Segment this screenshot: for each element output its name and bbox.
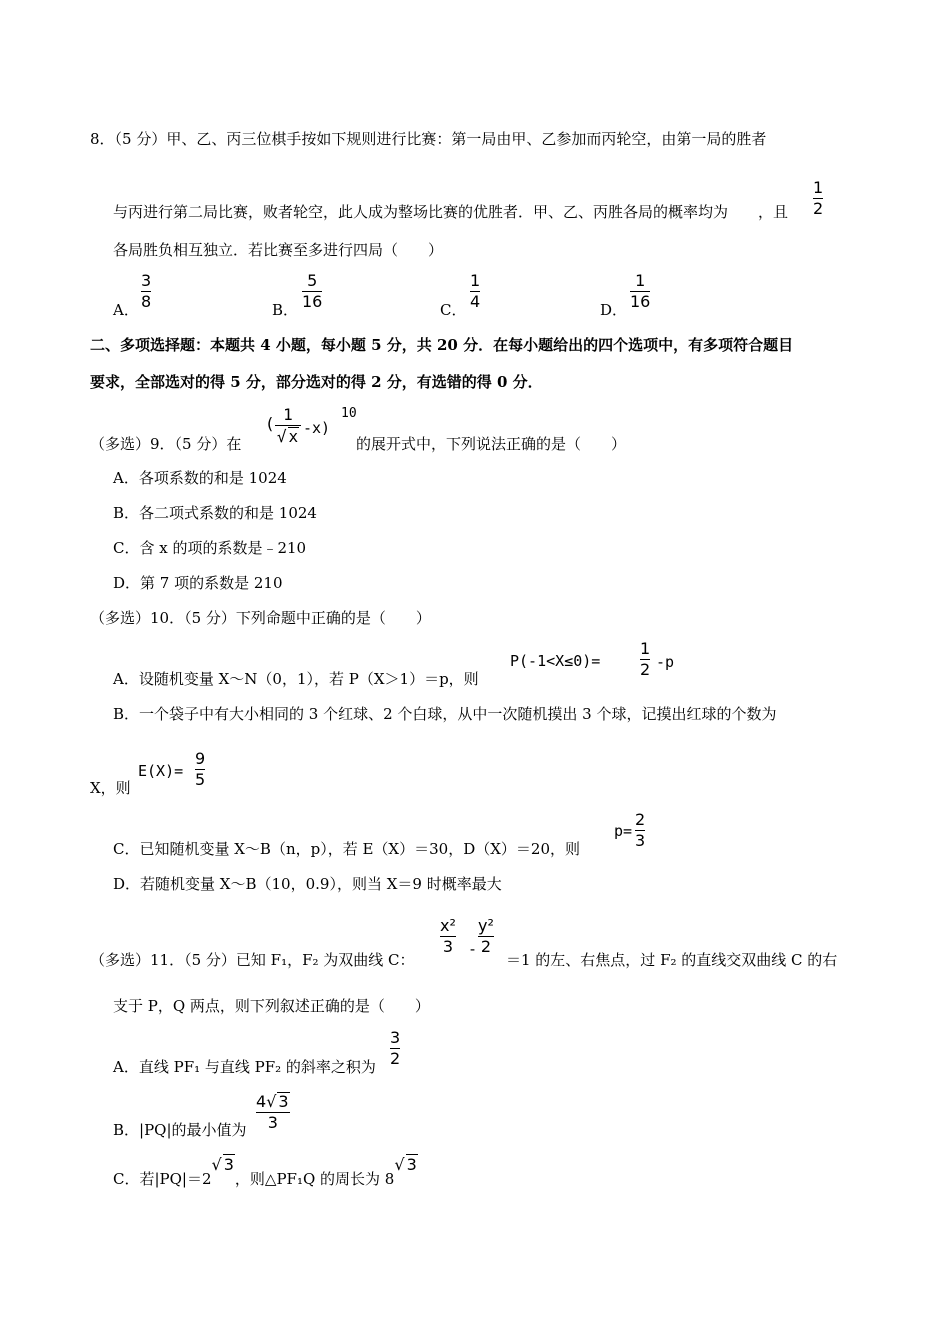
q8-option-d-fraction[interactable] — [630, 272, 650, 311]
fraction-denominator: 2 — [480, 937, 492, 956]
q10-option-a[interactable]: A．设随机变量 X～N（0，1），若 P（X＞1）＝p，则 — [113, 670, 479, 688]
fraction-numerator: y² — [478, 916, 494, 935]
q11-hyperbola-x-term — [440, 917, 456, 956]
fraction-numerator: 1 — [635, 271, 646, 290]
q8-probability-fraction — [813, 179, 823, 218]
fraction-denominator: 8 — [141, 292, 152, 311]
q11-option-a-fraction — [390, 1029, 400, 1068]
q11-hyperbola-y-term — [478, 917, 494, 956]
q9-option-c[interactable]: C．含 x 的项的系数是﹣210 — [113, 539, 307, 557]
fraction-numerator: 1 — [283, 405, 293, 424]
q10-option-a-expression-tail: -p — [656, 653, 675, 671]
q8-option-d-label[interactable]: D． — [600, 301, 628, 319]
q10-option-d[interactable]: D．若随机变量 X～B（10，0.9），则当 X＝9 时概率最大 — [113, 875, 502, 893]
q9-stem-suffix: 的展开式中，下列说法正确的是（ ） — [356, 435, 627, 453]
q11-option-b-fraction — [256, 1092, 290, 1132]
q10-option-b-fraction — [195, 750, 205, 789]
fraction-numerator: 1 — [470, 271, 481, 290]
sqrt-term: √ 3 — [211, 1155, 234, 1174]
q10-option-b-continuation: X，则 — [90, 779, 131, 797]
fraction-denominator: 3 — [635, 831, 646, 850]
fraction-denominator: 2 — [813, 199, 824, 218]
fraction-denominator: 4 — [470, 292, 481, 311]
fraction-numerator: 1 — [640, 639, 651, 658]
q9-expression-fraction — [275, 406, 301, 446]
expression-tail: -x) — [303, 419, 331, 437]
q9-stem-prefix: （多选）9．（5 分）在 — [90, 435, 242, 453]
fraction-denominator: 16 — [302, 292, 323, 311]
exponent: 10 — [341, 406, 357, 421]
q10-stem: （多选）10．（5 分）下列命题中正确的是（ ） — [90, 609, 431, 627]
q8-option-c-fraction[interactable] — [470, 272, 480, 311]
sqrt-denominator: √ x — [276, 427, 299, 446]
fraction-denominator: 3 — [267, 1113, 278, 1132]
fraction-numerator: 9 — [195, 749, 206, 768]
fraction-numerator: x² — [440, 916, 456, 935]
option-c-text-end: ，则△PF₁Q 的周长为 8 — [234, 1170, 395, 1188]
q8-option-a-label[interactable]: A． — [113, 301, 139, 319]
fraction-denominator: 2 — [390, 1049, 401, 1068]
q8-line2 — [113, 202, 788, 222]
q11-option-a[interactable]: A．直线 PF₁ 与直线 PF₂ 的斜率之积为 — [113, 1058, 376, 1076]
radicand: x — [288, 427, 299, 446]
fraction-denominator: 3 — [442, 937, 454, 956]
q11-option-b[interactable]: B．|PQ|的最小值为 — [113, 1121, 247, 1139]
q8-line2-text: 与丙进行第二局比赛，败者轮空，此人成为整场比赛的优胜者．甲、乙、丙胜各局的概率均为 — [113, 203, 729, 221]
coefficient: 4 — [256, 1092, 267, 1111]
fraction-denominator: 5 — [195, 770, 206, 789]
q8-option-a-fraction[interactable] — [141, 272, 151, 311]
fraction-denominator: 2 — [640, 660, 651, 679]
option-c-text-start: C．若|PQ|＝2 — [113, 1170, 212, 1188]
q8-option-c-label[interactable]: C． — [440, 301, 467, 319]
q10-option-c[interactable]: C．已知随机变量 X～B（n，p），若 E（X）＝30，D（X）＝20，则 — [113, 840, 580, 858]
q11-stem-suffix: ＝1 的左、右焦点，过 F₂ 的直线交双曲线 C 的右 — [506, 951, 838, 969]
fraction-numerator: 2 — [635, 810, 646, 829]
q10-option-c-fraction — [635, 811, 645, 850]
q10-option-b[interactable]: B．一个袋子中有大小相同的 3 个红球、2 个白球，从中一次随机摸出 3 个球，记摸出红球的个数为 — [113, 705, 777, 723]
section2-heading-line1: 二、多项选择题：本题共 4 小题，每小题 5 分，共 20 分．在每小题给出的四个选项中，有多项符合题目 — [90, 336, 794, 354]
radicand: 3 — [406, 1155, 417, 1174]
q10-option-b-expression: E(X)= — [138, 762, 184, 780]
q9-option-b[interactable]: B．各二项式系数的和是 1024 — [113, 504, 317, 522]
q8-line2-tail: ，且 — [758, 203, 789, 221]
fraction-denominator: 16 — [630, 292, 651, 311]
q10-option-a-fraction — [640, 640, 650, 679]
q11-option-c[interactable] — [113, 1155, 418, 1189]
radicand: 3 — [223, 1155, 234, 1174]
fraction-numerator: 3 — [390, 1028, 401, 1047]
fraction-numerator: 3 — [141, 271, 152, 290]
fraction-numerator: 4√ 3 — [256, 1092, 289, 1111]
q10-option-c-expression: p= — [614, 822, 633, 840]
sqrt-term: √ 3 — [394, 1155, 417, 1174]
radicand: 3 — [278, 1092, 289, 1111]
section2-heading-line2: 要求，全部选对的得 5 分，部分选对的得 2 分，有选错的得 0 分． — [90, 373, 543, 391]
q11-minus-sign: - — [468, 940, 478, 958]
fraction-numerator: 5 — [307, 271, 318, 290]
expression-left: P(-1<X≤0)= — [510, 652, 601, 670]
q8-line1: 8．（5 分）甲、乙、丙三位棋手按如下规则进行比赛：第一局由甲、乙参加而丙轮空，由第一局的胜者 — [90, 130, 767, 148]
q9-option-a[interactable]: A．各项系数的和是 1024 — [113, 469, 287, 487]
open-paren: ( — [265, 414, 275, 433]
q8-option-b-label[interactable]: B． — [272, 301, 299, 319]
q8-line3: 各局胜负相互独立．若比赛至多进行四局（ ） — [113, 241, 444, 259]
q11-stem-line2: 支于 P，Q 两点，则下列叙述正确的是（ ） — [113, 997, 430, 1015]
q10-option-a-expression — [510, 652, 600, 670]
q9-option-d[interactable]: D．第 7 项的系数是 210 — [113, 574, 283, 592]
q8-option-b-fraction[interactable] — [302, 272, 322, 311]
fraction-numerator: 1 — [813, 178, 824, 197]
q11-stem-prefix: （多选）11．（5 分）已知 F₁，F₂ 为双曲线 C： — [90, 951, 415, 969]
